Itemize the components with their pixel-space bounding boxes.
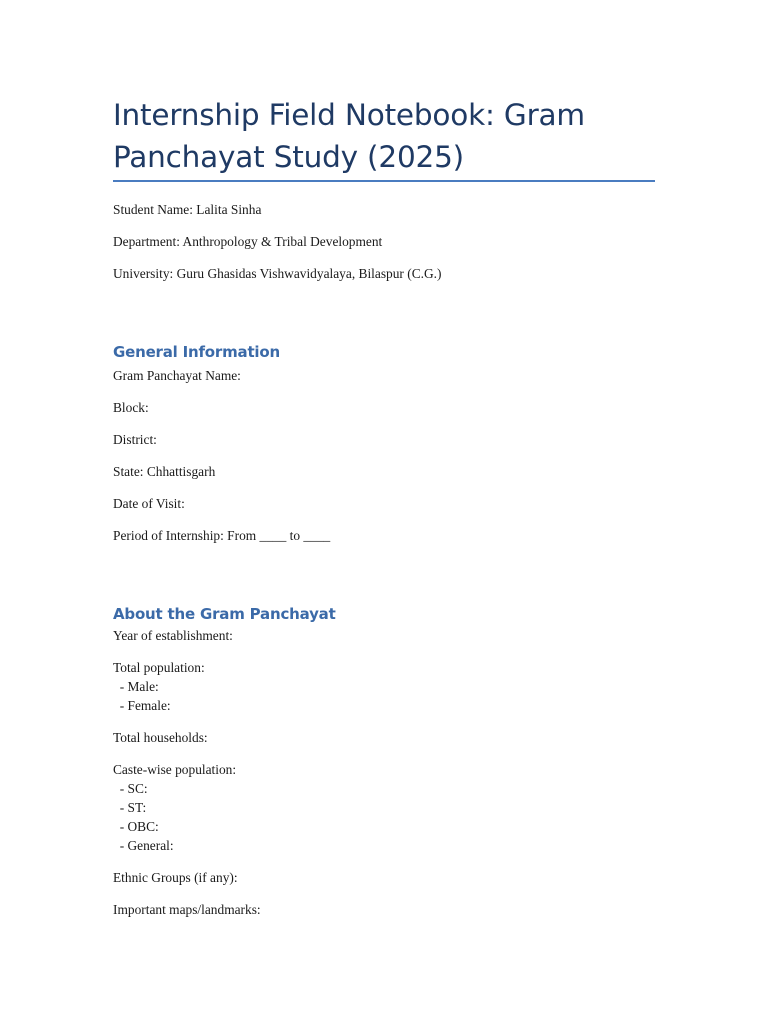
general-information-heading: General Information bbox=[113, 343, 280, 361]
gram-panchayat-name-field: Gram Panchayat Name: bbox=[113, 368, 241, 383]
st-population-field: - ST: bbox=[113, 800, 147, 815]
university-line: University: Guru Ghasidas Vishwavidyalaya, Bilaspur (C.G.) bbox=[113, 266, 442, 281]
male-population-field: - Male: bbox=[113, 679, 159, 694]
total-population-field: Total population: bbox=[113, 660, 205, 675]
period-of-internship-field: Period of Internship: From ____ to ____ bbox=[113, 528, 331, 543]
important-maps-landmarks-field: Important maps/landmarks: bbox=[113, 902, 261, 917]
year-of-establishment-field: Year of establishment: bbox=[113, 628, 233, 643]
caste-wise-population-field: Caste-wise population: bbox=[113, 762, 237, 777]
sc-population-field: - SC: bbox=[113, 781, 148, 796]
ethnic-groups-field: Ethnic Groups (if any): bbox=[113, 870, 238, 885]
female-population-field: - Female: bbox=[113, 698, 171, 713]
block-field: Block: bbox=[113, 400, 149, 415]
document-title: Internship Field Notebook: Gram Panchayat Study (2025) bbox=[113, 98, 585, 174]
student-name-line: Student Name: Lalita Sinha bbox=[113, 202, 262, 217]
about-gram-panchayat-heading: About the Gram Panchayat bbox=[113, 605, 336, 623]
state-field: State: Chhattisgarh bbox=[113, 464, 216, 479]
district-field: District: bbox=[113, 432, 157, 447]
total-households-field: Total households: bbox=[113, 730, 208, 745]
title-underline-rule bbox=[113, 180, 655, 182]
obc-population-field: - OBC: bbox=[113, 819, 159, 834]
date-of-visit-field: Date of Visit: bbox=[113, 496, 185, 511]
department-line: Department: Anthropology & Tribal Development bbox=[113, 234, 383, 249]
general-population-field: - General: bbox=[113, 838, 174, 853]
